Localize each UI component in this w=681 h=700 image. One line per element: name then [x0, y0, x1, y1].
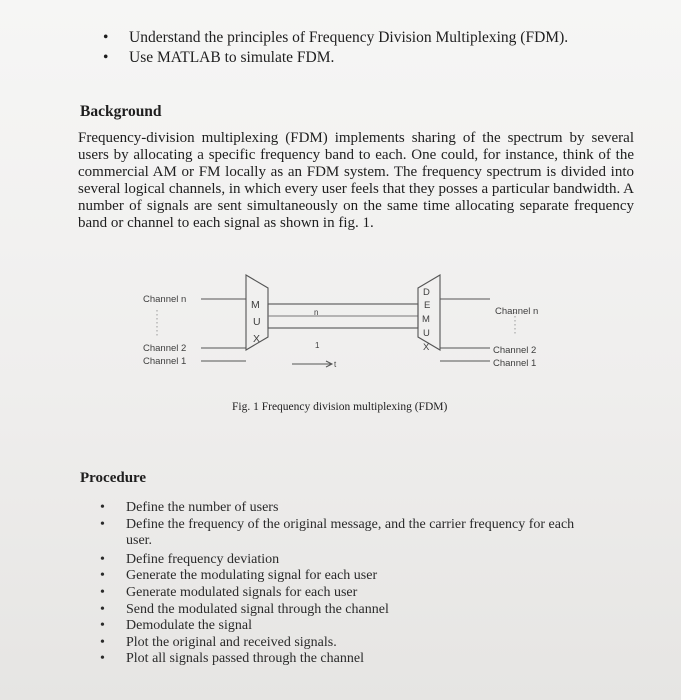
fdm-diagram [135, 268, 575, 386]
procedure-list [100, 500, 600, 668]
procedure-item: • Plot all signals passed through the channel [100, 651, 600, 668]
link-label-n: n [314, 308, 319, 317]
demux-letter: U [423, 328, 430, 339]
right-label-channel-2: Channel 2 [493, 345, 537, 356]
procedure-item: • Demodulate the signal [100, 618, 600, 635]
figure-caption: Fig. 1 Frequency division multiplexing (FDM) [232, 401, 448, 413]
mux-letter: U [253, 316, 261, 328]
demux-letter: E [424, 300, 431, 311]
procedure-item: • Define frequency deviation [100, 552, 600, 569]
right-label-channel-n: Channel n [495, 306, 539, 317]
mux-letter: M [251, 299, 260, 311]
procedure-heading: Procedure [80, 470, 147, 486]
left-label-channel-2: Channel 2 [143, 343, 187, 354]
demux-letter: D [423, 287, 430, 298]
right-label-channel-1: Channel 1 [493, 358, 537, 369]
objective-item: • Use MATLAB to simulate FDM. [103, 48, 568, 68]
left-label-channel-n: Channel n [143, 294, 187, 305]
time-axis-label: t [334, 360, 337, 369]
objective-item: • Understand the principles of Frequency Division Multiplexing (FDM). [103, 28, 568, 48]
demux-letter: M [422, 314, 430, 325]
left-label-channel-1: Channel 1 [143, 356, 187, 367]
procedure-item: • Define the frequency of the original message, and the carrier frequency for each user. [100, 517, 600, 550]
procedure-item: • Plot the original and received signals. [100, 635, 600, 652]
objectives-list [103, 28, 568, 68]
link-label-1: 1 [315, 341, 320, 350]
background-heading: Background [80, 103, 162, 120]
procedure-item: • Generate the modulating signal for each user [100, 568, 600, 585]
procedure-item: • Generate modulated signals for each user [100, 585, 600, 602]
procedure-item: • Define the number of users [100, 500, 600, 517]
background-paragraph: Frequency-division multiplexing (FDM) implements sharing of the spectrum by several users by allocating a specific frequency band to each. One could, for instance, think of the commercial AM or FM locally as an FDM system. The frequency spectrum is divided into several logical channels, in which every user feels that they posses a particular bandwidth. A number of signals are sent simultaneously on the same time allocating separate frequency band or channel to each signal as shown in fig. 1. [78, 130, 634, 231]
mux-letter: X [253, 333, 261, 345]
demux-letter: X [423, 342, 430, 353]
procedure-item: • Send the modulated signal through the channel [100, 602, 600, 619]
